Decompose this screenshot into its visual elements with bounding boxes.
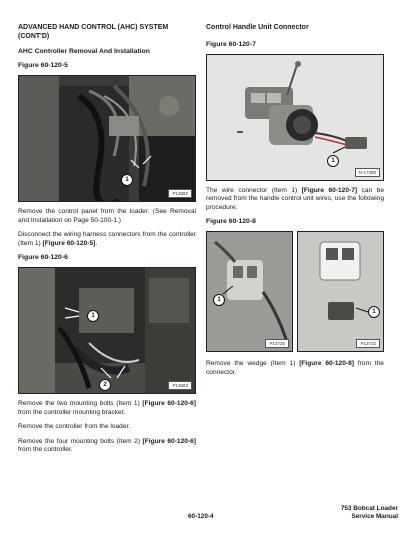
subsection-title: AHC Controller Removal And Installation	[18, 47, 150, 55]
callout-item-2: 2	[99, 379, 111, 391]
callout-item-1: 1	[368, 306, 380, 318]
figure-60-120-6-photo	[18, 267, 196, 394]
paragraph-remove-wedge: Remove the wedge (Item 1) [Figure 60-120-8] from the connector.	[206, 360, 384, 376]
section-title: Control Handle Unit Connector	[206, 24, 309, 31]
figure-caption-60-120-6: Figure 60-120-6	[18, 254, 68, 262]
paragraph-remove-control-panel: Remove the control panel from the loader. (See Removal and Installation on Page 50-100-1.)	[18, 208, 196, 224]
paragraph-remove-four-bolts: Remove the four mounting bolts (Item 2) [Figure 60-120-6] from the controller.	[18, 437, 196, 454]
paragraph-remove-controller: Remove the controller from the loader.	[18, 423, 131, 431]
paragraph-remove-two-bolts: Remove the two mounting bolts (Item 1) [Figure 60-120-6] from the controller mounting bracket.	[18, 400, 196, 416]
figure-caption-60-120-7: Figure 60-120-7	[206, 40, 256, 48]
callout-item-1: 1	[327, 155, 339, 167]
figure-caption-60-120-8: Figure 60-120-8	[206, 218, 256, 226]
callout-item-1: 1	[87, 310, 99, 322]
photo-tag: P13682	[168, 189, 192, 198]
product-name: 753 Bobcat Loader	[340, 505, 398, 512]
page-number: 60-120-4	[188, 513, 214, 520]
figure-reference: [Figure 60-120-8]	[299, 360, 354, 368]
controller-bracket-photo	[19, 268, 196, 394]
manual-name: Service Manual	[351, 513, 398, 521]
connector-photo-right	[298, 232, 384, 352]
figure-60-120-8-photos	[206, 231, 384, 352]
photo-tag: P13683	[168, 381, 192, 390]
handle-unit-connector-photo	[207, 55, 384, 181]
figure-60-120-5-photo	[18, 75, 196, 202]
callout-item-1: 1	[213, 294, 225, 306]
connector-photo-left	[207, 232, 293, 352]
figure-60-120-7-photo	[206, 54, 384, 181]
photo-tag: P13725	[265, 339, 289, 348]
figure-reference: [Figure 60-120-6]	[142, 400, 196, 408]
controller-harness-photo	[19, 76, 196, 202]
section-title: ADVANCED HAND CONTROL (AHC) SYSTEM (CONT'D)	[18, 24, 169, 40]
paragraph-wire-connector: The wire connector (Item 1) [Figure 60-120-7] can be removed from the handle control unit wires, use the following procedure.	[206, 186, 384, 211]
figure-reference: [Figure 60-120-6]	[142, 437, 196, 445]
figure-60-120-8-photo-left	[206, 231, 293, 352]
manual-title	[341, 505, 398, 522]
callout-item-1: 1	[121, 174, 133, 186]
photo-tag: N-17390	[355, 168, 380, 177]
figure-reference: [Figure 60-120-7]	[301, 186, 358, 194]
left-column	[18, 24, 196, 455]
right-column	[206, 24, 384, 377]
paragraph-disconnect-harness: Disconnect the wiring harness connectors from the controller (Item 1) [Figure 60-120-5].	[18, 231, 196, 247]
figure-60-120-8-photo-right	[297, 231, 384, 352]
photo-tag: P13732	[356, 339, 380, 348]
figure-caption-60-120-5: Figure 60-120-5	[18, 62, 68, 70]
figure-reference: [Figure 60-120-5]	[42, 239, 96, 247]
